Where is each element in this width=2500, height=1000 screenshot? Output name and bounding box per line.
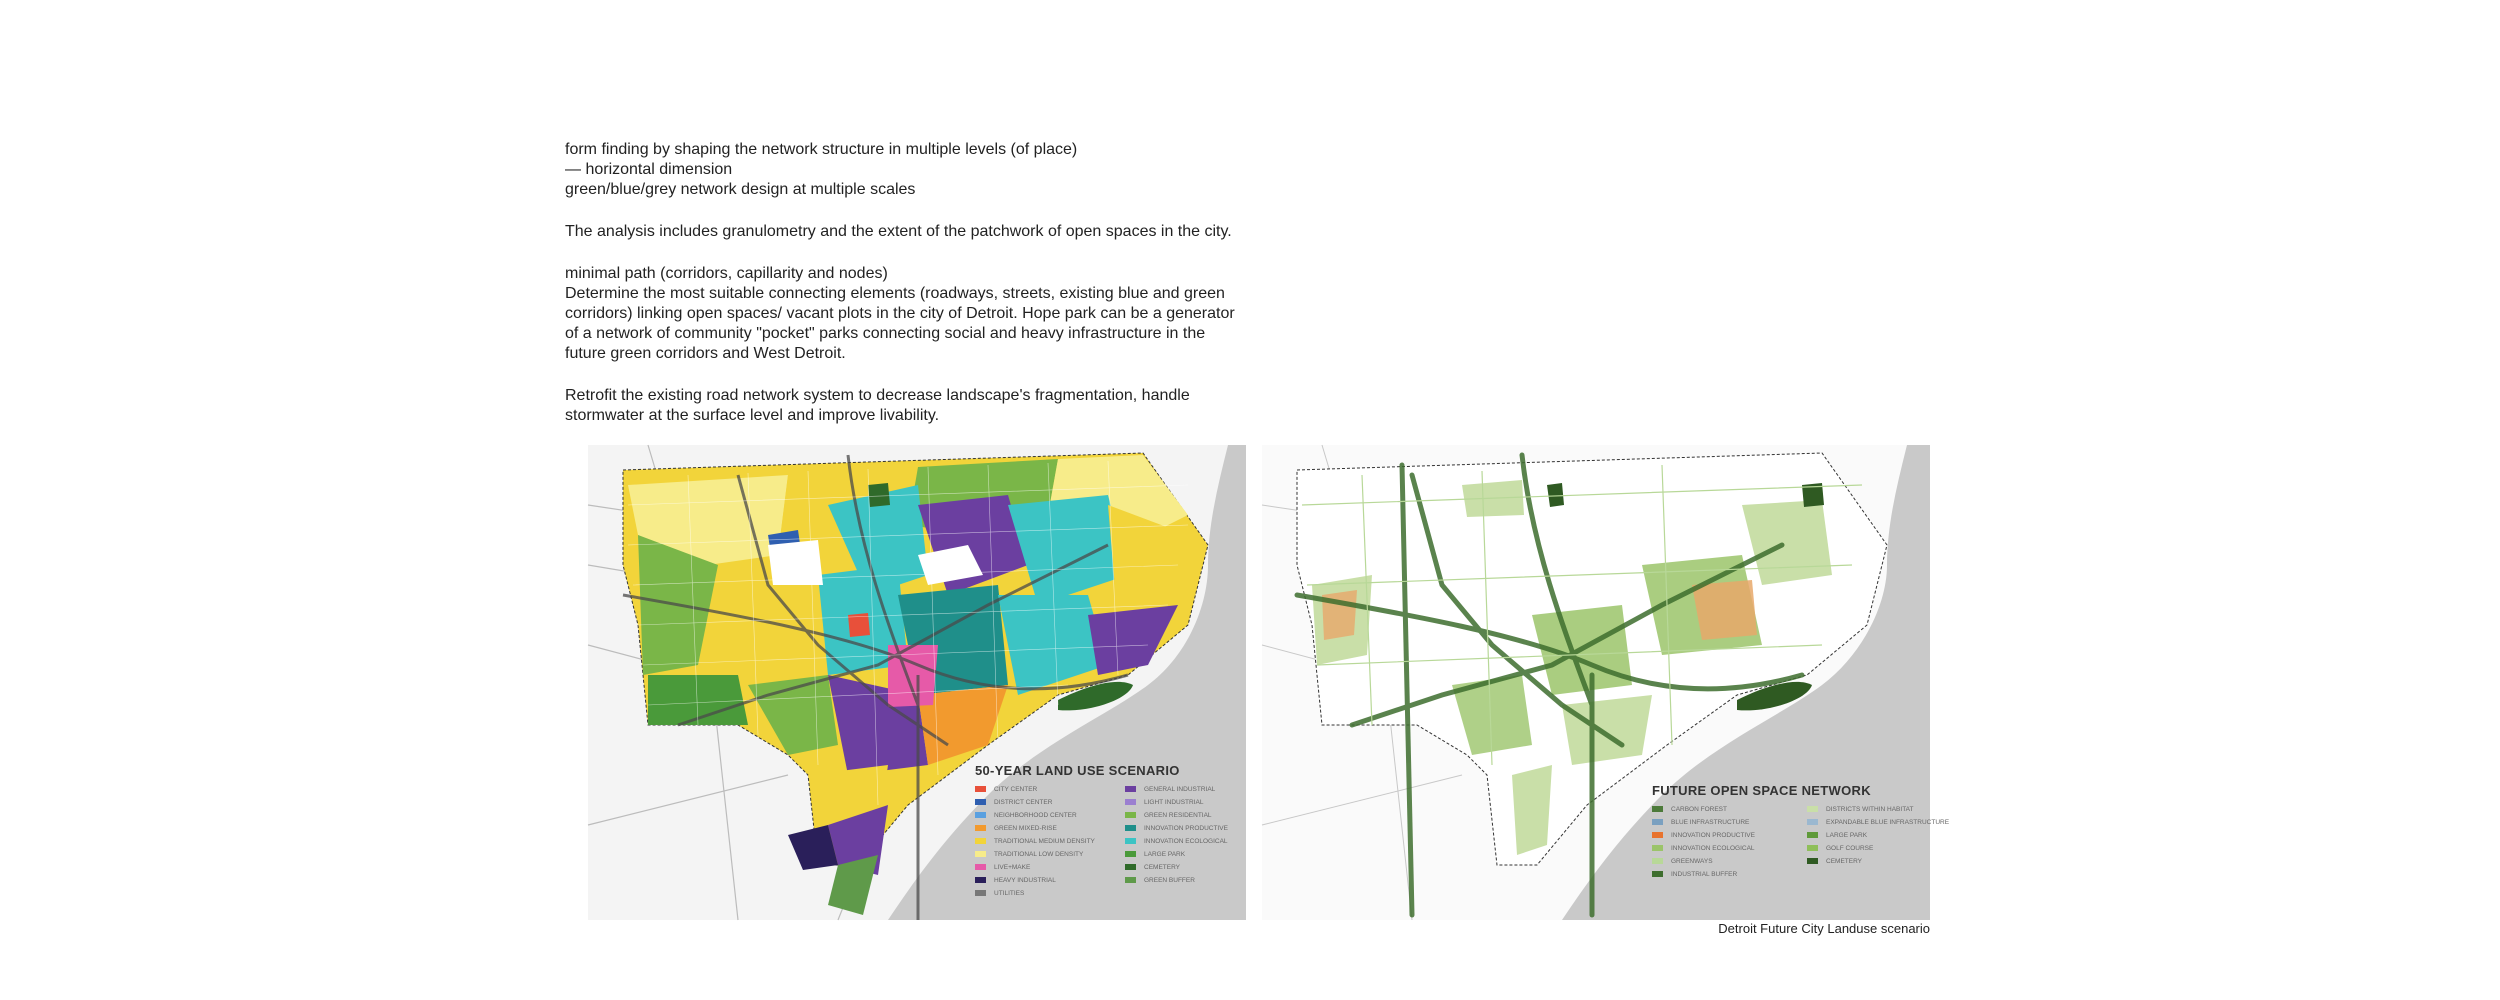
legend-label: NEIGHBORHOOD CENTER	[994, 811, 1077, 819]
description-text	[565, 140, 1285, 426]
legend-label: EXPANDABLE BLUE INFRASTRUCTURE	[1826, 818, 1950, 826]
legend-swatch	[975, 864, 986, 870]
open-space-legend	[1652, 783, 1950, 879]
legend-swatch	[1652, 858, 1663, 864]
legend-item	[975, 823, 1115, 833]
paragraph-line: stormwater at the surface level and improve livability.	[565, 407, 940, 424]
legend-swatch	[1807, 819, 1818, 825]
legend-label: UTILITIES	[994, 889, 1025, 897]
legend-label: TRADITIONAL LOW DENSITY	[994, 850, 1084, 858]
legend-item	[1652, 804, 1797, 814]
legend-item	[975, 875, 1115, 885]
legend-title: 50-YEAR LAND USE SCENARIO	[975, 763, 1180, 778]
legend-label: GENERAL INDUSTRIAL	[1144, 785, 1216, 793]
legend-swatch	[975, 851, 986, 857]
legend-item	[1125, 823, 1245, 833]
legend-label: CEMETERY	[1144, 863, 1180, 871]
legend-label: CEMETERY	[1826, 857, 1862, 865]
paragraph-title: minimal path (corridors, capillarity and nodes)	[565, 265, 888, 282]
legend-label: GREEN RESIDENTIAL	[1144, 811, 1212, 819]
paragraph-line: corridors) linking open spaces/ vacant plots in the city of Detroit. Hope park can be a generator	[565, 305, 1235, 322]
legend-label: INNOVATION PRODUCTIVE	[1671, 831, 1755, 839]
legend-swatch	[1652, 832, 1663, 838]
figure-caption: Detroit Future City Landuse scenario	[1718, 921, 1930, 936]
paragraph-line: Retrofit the existing road network system to decrease landscape's fragmentation, handle	[565, 387, 1190, 404]
legend-item	[1807, 830, 1932, 840]
legend-item	[1652, 843, 1797, 853]
legend-label: DISTRICTS WITHIN HABITAT	[1826, 805, 1914, 813]
legend-label: INNOVATION PRODUCTIVE	[1144, 824, 1228, 832]
legend-swatch	[975, 812, 986, 818]
land-use-map	[588, 445, 1246, 920]
legend-item	[1125, 862, 1245, 872]
legend-item	[1125, 784, 1245, 794]
legend-label: GOLF COURSE	[1826, 844, 1874, 852]
legend-label: LARGE PARK	[1826, 831, 1868, 839]
legend-label: LIVE+MAKE	[994, 863, 1031, 871]
legend-swatch	[975, 825, 986, 831]
legend-item	[1652, 856, 1797, 866]
legend-item	[1807, 817, 1950, 827]
paragraph-line: form finding by shaping the network structure in multiple levels (of place)	[565, 141, 1078, 158]
legend-label: BLUE INFRASTRUCTURE	[1671, 818, 1750, 826]
legend-item	[1807, 804, 1932, 814]
legend-items	[1652, 804, 1950, 879]
legend-label: INNOVATION ECOLOGICAL	[1671, 844, 1755, 852]
legend-item	[975, 784, 1115, 794]
legend-item	[1807, 843, 1932, 853]
legend-swatch	[1652, 871, 1663, 877]
legend-label: CITY CENTER	[994, 785, 1038, 793]
legend-item	[1125, 810, 1245, 820]
legend-label: DISTRICT CENTER	[994, 798, 1053, 806]
legend-swatch	[1125, 851, 1136, 857]
legend-label: INDUSTRIAL BUFFER	[1671, 870, 1738, 878]
land-use-legend	[975, 763, 1245, 898]
legend-label: INNOVATION ECOLOGICAL	[1144, 837, 1228, 845]
legend-swatch	[975, 877, 986, 883]
legend-swatch	[1807, 806, 1818, 812]
legend-label: GREEN BUFFER	[1144, 876, 1195, 884]
legend-swatch	[1125, 812, 1136, 818]
legend-label: TRADITIONAL MEDIUM DENSITY	[994, 837, 1095, 845]
legend-item	[975, 888, 1115, 898]
legend-swatch	[1652, 819, 1663, 825]
legend-item	[1125, 836, 1245, 846]
legend-label: HEAVY INDUSTRIAL	[994, 876, 1056, 884]
legend-item	[975, 797, 1115, 807]
legend-item	[1652, 869, 1797, 879]
legend-title: FUTURE OPEN SPACE NETWORK	[1652, 783, 1871, 798]
legend-item	[975, 836, 1115, 846]
legend-swatch	[1652, 845, 1663, 851]
legend-swatch	[1125, 838, 1136, 844]
legend-swatch	[1125, 799, 1136, 805]
legend-item	[975, 849, 1115, 859]
legend-item	[1807, 856, 1932, 866]
legend-swatch	[1807, 832, 1818, 838]
legend-swatch	[1652, 806, 1663, 812]
legend-swatch	[1807, 858, 1818, 864]
legend-swatch	[975, 786, 986, 792]
legend-label: CARBON FOREST	[1671, 805, 1727, 813]
legend-swatch	[1807, 845, 1818, 851]
legend-item	[975, 862, 1115, 872]
legend-items	[975, 784, 1245, 898]
legend-swatch	[1125, 864, 1136, 870]
legend-item	[1652, 817, 1797, 827]
legend-item	[975, 810, 1115, 820]
legend-label: LIGHT INDUSTRIAL	[1144, 798, 1204, 806]
legend-swatch	[975, 799, 986, 805]
legend-swatch	[975, 890, 986, 896]
paragraph-line: — horizontal dimension	[565, 161, 733, 178]
legend-label: GREENWAYS	[1671, 857, 1713, 865]
paragraph-line: The analysis includes granulometry and the extent of the patchwork of open spaces in the city.	[565, 223, 1232, 240]
legend-label: LARGE PARK	[1144, 850, 1186, 858]
legend-swatch	[1125, 786, 1136, 792]
paragraph-line: Determine the most suitable connecting elements (roadways, streets, existing blue and green	[565, 285, 1225, 302]
legend-item	[1125, 875, 1245, 885]
legend-swatch	[975, 838, 986, 844]
legend-label: GREEN MIXED-RISE	[994, 824, 1057, 832]
legend-item	[1652, 830, 1797, 840]
paragraph-line: of a network of community "pocket" parks connecting social and heavy infrastructure in the	[565, 325, 1206, 342]
paragraph-line: future green corridors and West Detroit.	[565, 345, 846, 362]
legend-swatch	[1125, 825, 1136, 831]
legend-swatch	[1125, 877, 1136, 883]
legend-item	[1125, 797, 1245, 807]
legend-item	[1125, 849, 1245, 859]
open-space-map	[1262, 445, 1950, 920]
paragraph-line: green/blue/grey network design at multiple scales	[565, 181, 916, 198]
